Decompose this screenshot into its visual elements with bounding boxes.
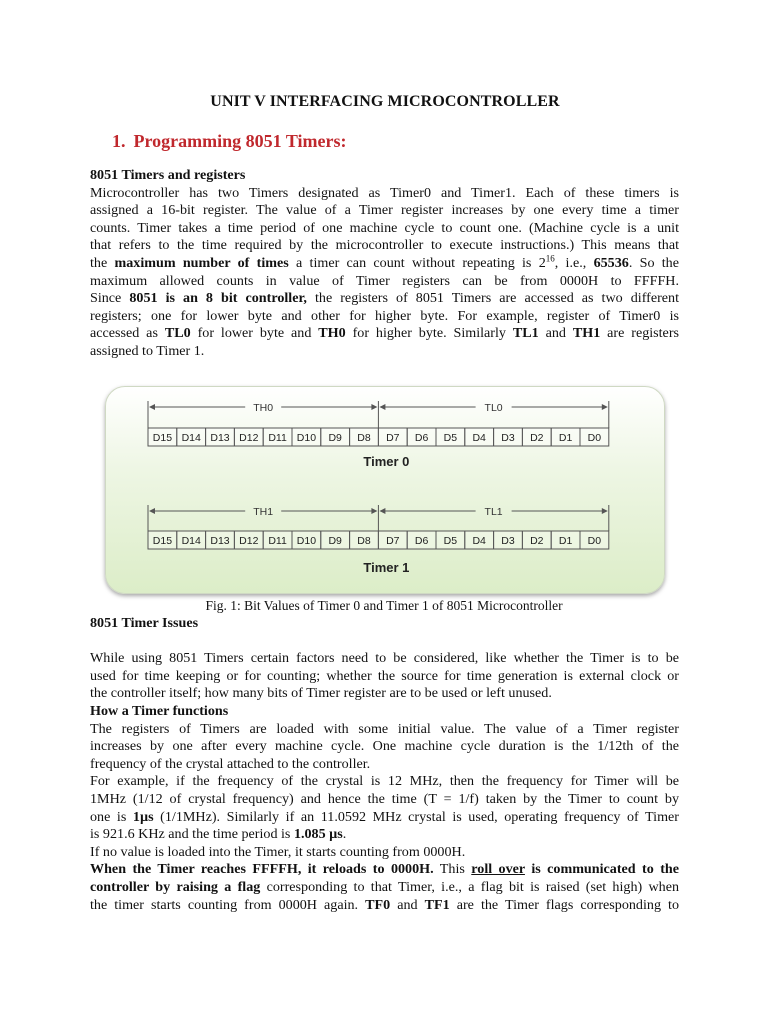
timer1-bit-label: D1 [558, 535, 573, 547]
bold-run: TF1 [424, 896, 450, 913]
timer0-high-label: TH0 [253, 402, 274, 414]
para3-line [90, 809, 679, 827]
timer1-bit-label: D3 [501, 535, 515, 547]
timer0-bit-label: D1 [558, 432, 573, 444]
para1-line: assigned to Timer 1. [90, 342, 205, 359]
timer-issues-section [90, 615, 679, 914]
text-run: for higher byte. Similarly [345, 325, 513, 342]
timer1-bit-label: D15 [152, 535, 173, 547]
timer1-high-arrowhead [149, 508, 155, 514]
timer1-bit-label: D9 [328, 535, 342, 547]
text-run: and [538, 325, 573, 342]
para3-line [90, 879, 679, 897]
para3-line [90, 861, 679, 879]
para2-line: While using 8051 Timers certain factors need to be considered, like whether the Timer is to be [90, 650, 679, 667]
timer1-low-arrowhead [602, 508, 608, 514]
timer1-bit-label: D5 [443, 535, 458, 547]
timer0-bit-label: D12 [239, 432, 259, 444]
para1-line: counts. Timer takes a time period of one machine cycle to count one. (Machine cycle is a unit [90, 219, 679, 236]
superscript: 16 [545, 253, 555, 264]
para1-line: maximum allowed counts in value of Timer registers can be from 0000H to FFFFH. [90, 272, 679, 289]
text-run: one is [90, 808, 133, 825]
bold-run: TH1 [572, 325, 601, 342]
timer0-title: Timer 0 [363, 454, 410, 469]
text-run: corresponding to that Timer, i.e., a flag bit is raised (set high) when [260, 878, 680, 895]
blank-line [90, 633, 679, 651]
para1-line: Microcontroller has two Timers designated as Timer0 and Timer1. Each of these timers is [90, 184, 679, 201]
text-run: the registers of 8051 Timers are accessed as two different [306, 290, 679, 307]
timer1-bit-label: D4 [472, 535, 486, 547]
timer0-bit-label: D5 [443, 432, 458, 444]
para3-line: increases by one after every machine cycle. One machine cycle duration is the 1/12th of the [90, 738, 679, 755]
timer0-bit-label: D8 [357, 432, 371, 444]
bold-run: maximum number of times [114, 254, 289, 271]
timer0-bit-label: D6 [414, 432, 429, 444]
text-run: a timer can count without repeating is 2 [288, 254, 546, 271]
timer1-bit-label: D8 [357, 535, 371, 547]
timer0-bit-label: D4 [472, 432, 486, 444]
bold-run: TL0 [164, 325, 191, 342]
timer1-low-label: TL1 [484, 506, 503, 518]
para3-line [90, 897, 679, 915]
text-run: the timer starts counting from 0000H again. [90, 896, 366, 913]
section-title [112, 131, 346, 152]
text-run: and [390, 896, 425, 913]
timer-register-figure [105, 386, 665, 594]
timer0-high-arrowhead [371, 404, 377, 410]
timer0-bit-label: D11 [268, 432, 287, 444]
timers-registers-heading: 8051 Timers and registers [90, 167, 246, 183]
para3-line: If no value is loaded into the Timer, it starts counting from 0000H. [90, 843, 466, 860]
text-run: the [90, 254, 115, 271]
text-run: , i.e., [554, 254, 594, 271]
timer1-bit-label: D6 [414, 535, 429, 547]
timer1-bit-label: D12 [239, 535, 259, 547]
timer1-bit-label: D10 [296, 535, 317, 547]
para3-line: For example, if the frequency of the crystal is 12 MHz, then the frequency for Timer will be [90, 773, 679, 790]
timer0-bit-label: D9 [328, 432, 342, 444]
timer-diagram [106, 387, 664, 593]
bold-underline-run: roll over [471, 861, 525, 878]
bold-run: TH0 [318, 325, 346, 342]
para1-line [90, 255, 679, 273]
text-run: for lower byte and [190, 325, 319, 342]
timer0-high-arrowhead [149, 404, 155, 410]
bold-run: TL1 [512, 325, 539, 342]
bold-run: 65536 [593, 254, 629, 271]
text-run: are registers [600, 325, 679, 342]
bold-run: 1µs [132, 808, 154, 825]
timer0-bit-label: D10 [296, 432, 317, 444]
timer1-bit-label: D13 [210, 535, 230, 547]
timer1-high-label: TH1 [253, 506, 274, 518]
timer0-bit-label: D15 [152, 432, 173, 444]
timer1-bit-label: D0 [587, 535, 602, 547]
text-run: . [342, 826, 347, 843]
para2-line: used for time keeping or for counting; whether the source for time generation is external clock or [90, 667, 679, 684]
text-run: is 921.6 KHz and the time period is [90, 826, 294, 843]
bold-run: 8051 is an 8 bit controller, [129, 290, 307, 307]
section-title-text: Programming 8051 Timers: [133, 131, 347, 151]
timer-functions-heading: How a Timer functions [90, 702, 229, 719]
para1-line: registers; one for lower byte and other for higher byte. For example, register of Timer0 is [90, 307, 679, 324]
timer0-bit-label: D2 [530, 432, 544, 444]
bold-run: 1.085 µs [293, 826, 343, 843]
text-run: (1/1MHz). Similarly if an 11.0592 MHz crystal is used, operating frequency of Timer [153, 808, 679, 825]
timer0-bit-label: D7 [386, 432, 400, 444]
timer0-bit-label: D13 [210, 432, 230, 444]
timer1-bit-label: D7 [386, 535, 400, 547]
bold-run: controller by raising a flag [90, 878, 261, 895]
timer1-title: Timer 1 [363, 560, 410, 575]
bold-run: TF0 [365, 896, 391, 913]
section-number: 1. [112, 131, 126, 151]
timer1-bit-label: D14 [181, 535, 201, 547]
timer0-bit-label: D0 [587, 432, 602, 444]
timer0-low-arrowhead [379, 404, 385, 410]
timer0-low-arrowhead [602, 404, 608, 410]
bold-run: is communicated to the [524, 861, 679, 878]
timer0-bit-label: D3 [501, 432, 515, 444]
text-run: Since [90, 290, 130, 307]
text-run: accessed as [90, 325, 165, 342]
unit-title: UNIT V INTERFACING MICROCONTROLLER [210, 93, 560, 110]
para3-line: frequency of the crystal attached to the controller. [90, 755, 371, 772]
text-run: are the Timer flags corresponding to [449, 896, 679, 913]
timer-issues-heading: 8051 Timer Issues [90, 615, 199, 631]
para3-line: The registers of Timers are loaded with some initial value. The value of a Timer register [90, 720, 679, 737]
para3-line: 1MHz (1/12 of crystal frequency) and hence the time (T = 1/f) taken by the Timer to count by [90, 790, 679, 807]
para1-line: that refers to the time required by the microcontroller to execute instructions.) This means that [90, 237, 679, 254]
timer1-high-arrowhead [371, 508, 377, 514]
timers-registers-section [90, 167, 679, 361]
timer1-low-arrowhead [379, 508, 385, 514]
para1-line [90, 325, 679, 343]
para3-line [90, 826, 679, 844]
para1-line: assigned a 16-bit register. The value of a Timer register increases by one every time a timer [90, 202, 679, 219]
timer1-bit-label: D2 [530, 535, 544, 547]
para1-line [90, 290, 679, 308]
timer0-low-label: TL0 [484, 402, 503, 414]
bold-run: When the Timer reaches FFFFH, it reloads to 0000H. [90, 861, 434, 878]
para2-line: the controller itself; how many bits of Timer register are to be used or left unused. [90, 685, 552, 702]
timer0-bit-label: D14 [181, 432, 201, 444]
timer1-bit-label: D11 [268, 535, 287, 547]
text-run: . So the [628, 254, 679, 271]
figure-caption: Fig. 1: Bit Values of Timer 0 and Timer 1 of 8051 Microcontroller [205, 598, 563, 613]
text-run: This [433, 861, 472, 878]
